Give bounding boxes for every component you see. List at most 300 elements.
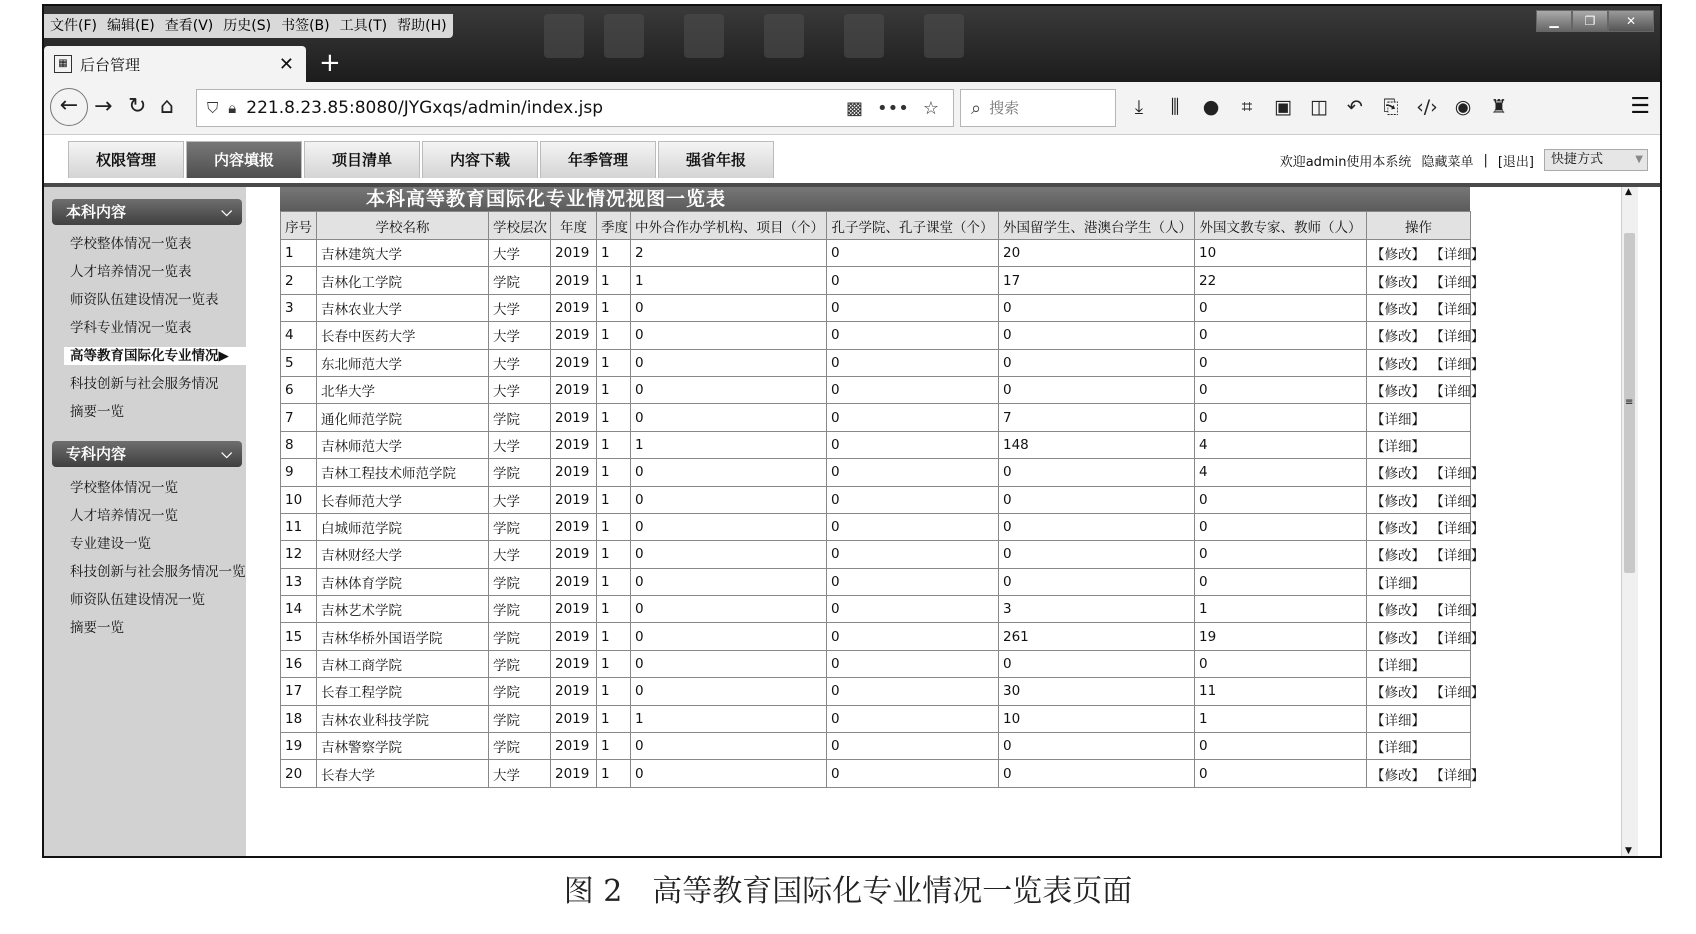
table-cell: 1 <box>597 294 631 321</box>
table-cell: 2019 <box>551 404 597 431</box>
table-cell: 2019 <box>551 294 597 321</box>
library-icon[interactable]: ⫼ <box>1170 96 1180 118</box>
table-cell: 0 <box>1195 486 1367 513</box>
crop-icon[interactable]: ⌗ <box>1241 96 1253 118</box>
url-bar[interactable] <box>196 89 954 127</box>
close-tab-icon[interactable]: ✕ <box>278 53 294 75</box>
table-cell: 2019 <box>551 459 597 486</box>
welcome-text: 欢迎admin使用本系统 <box>1279 154 1412 170</box>
table-cell: 学院 <box>489 596 551 623</box>
scrollbar[interactable] <box>1621 187 1638 856</box>
table-cell: 0 <box>827 623 999 650</box>
table-row <box>281 568 1471 595</box>
scroll-up-icon[interactable]: ▲ <box>1625 187 1632 197</box>
detail-link[interactable]: 【详细】 <box>1371 712 1425 729</box>
chevron-down-icon: ⌵ <box>221 204 232 220</box>
menu-tools[interactable]: 工具(T) <box>339 18 388 34</box>
table-cell: 2019 <box>551 650 597 677</box>
data-table <box>280 211 1485 788</box>
table-cell: 2019 <box>551 240 597 267</box>
table-cell: 2019 <box>551 705 597 732</box>
table-cell: 20 <box>281 760 317 787</box>
ops-cell <box>1367 733 1471 760</box>
col-header: 中外合作办学机构、项目（个） <box>631 212 827 240</box>
search-input[interactable] <box>987 98 1101 118</box>
table-cell: 12 <box>281 541 317 568</box>
table-cell: 1 <box>631 705 827 732</box>
table-cell: 吉林警察学院 <box>317 733 489 760</box>
sidebar-item[interactable]: 专业建设一览 <box>70 536 151 552</box>
section-title: 专科内容 <box>66 445 127 463</box>
sidebar-item[interactable]: 人才培养情况一览表 <box>70 264 192 280</box>
table-cell: 11 <box>281 513 317 540</box>
table-cell: 0 <box>631 760 827 787</box>
table-row <box>281 650 1471 677</box>
table-cell: 0 <box>827 596 999 623</box>
table-cell: 4 <box>281 322 317 349</box>
table-cell: 1 <box>597 678 631 705</box>
table-cell: 10 <box>999 705 1195 732</box>
sidebar-item[interactable]: 师资队伍建设情况一览 <box>70 592 205 608</box>
table-cell: 17 <box>281 678 317 705</box>
table-cell: 0 <box>631 596 827 623</box>
table-row <box>281 267 1471 294</box>
table-cell: 0 <box>827 267 999 294</box>
table-row <box>281 513 1471 540</box>
table-cell: 4 <box>1195 459 1367 486</box>
browser-window <box>42 4 1662 858</box>
ops-cell <box>1367 376 1485 403</box>
table-cell: 0 <box>1195 376 1367 403</box>
logout-link[interactable]: [退出] <box>1497 154 1534 170</box>
url-text[interactable]: 221.8.23.85:8080/JYGxqs/admin/index.jsp <box>246 98 603 118</box>
table-cell: 30 <box>999 678 1195 705</box>
table-cell: 0 <box>1195 650 1367 677</box>
table-cell: 大学 <box>489 760 551 787</box>
ops-cell <box>1367 568 1471 595</box>
table-cell: 1 <box>597 459 631 486</box>
edit-link[interactable]: 【修改】 <box>1371 301 1425 318</box>
addon-icon[interactable]: ♜ <box>1490 96 1508 118</box>
table-cell: 0 <box>999 650 1195 677</box>
table-cell: 吉林化工学院 <box>317 267 489 294</box>
table-row <box>281 760 1471 787</box>
table-cell: 0 <box>631 404 827 431</box>
table-row <box>281 678 1471 705</box>
ops-cell <box>1367 431 1471 458</box>
scroll-down-icon[interactable]: ▼ <box>1625 846 1632 856</box>
taskbar-blur <box>684 14 724 58</box>
table-cell: 0 <box>999 541 1195 568</box>
table-cell: 148 <box>999 431 1195 458</box>
col-header: 外国文教专家、教师（人） <box>1195 212 1367 240</box>
table-cell: 1 <box>597 650 631 677</box>
detail-link[interactable]: 【详细】 <box>1437 548 1485 565</box>
table-cell: 16 <box>281 650 317 677</box>
edit-link[interactable]: 【修改】 <box>1371 548 1425 565</box>
col-header: 序号 <box>281 212 317 240</box>
window-controls <box>1536 10 1654 32</box>
table-row <box>281 376 1471 403</box>
table-cell: 长春中医药大学 <box>317 322 489 349</box>
detail-link[interactable]: 【详细】 <box>1437 521 1485 538</box>
col-header: 孔子学院、孔子课堂（个） <box>827 212 999 240</box>
table-row <box>281 541 1471 568</box>
screenshot-icon[interactable]: ⎘ <box>1383 96 1399 118</box>
table-cell: 吉林农业科技学院 <box>317 705 489 732</box>
taskbar-blur <box>924 14 964 58</box>
menu-bookmarks[interactable]: 书签(B) <box>281 18 330 34</box>
ops-cell <box>1367 349 1485 376</box>
table-cell: 2 <box>631 240 827 267</box>
table-cell: 0 <box>631 459 827 486</box>
table-cell: 学院 <box>489 705 551 732</box>
table-cell: 0 <box>1195 322 1367 349</box>
page-icon: ▦ <box>54 55 72 73</box>
table-row <box>281 705 1471 732</box>
table-row <box>281 240 1471 267</box>
table-cell: 18 <box>281 705 317 732</box>
table-cell: 0 <box>631 376 827 403</box>
maximize-icon[interactable]: ❐ <box>1572 10 1608 32</box>
table-cell: 0 <box>1195 760 1367 787</box>
table-cell: 17 <box>999 267 1195 294</box>
chat-icon[interactable]: ● <box>1202 96 1220 118</box>
sidebar-item[interactable]: 学科专业情况一览表 <box>70 320 192 336</box>
table-row <box>281 431 1471 458</box>
table-cell: 2019 <box>551 513 597 540</box>
table-cell: 学院 <box>489 678 551 705</box>
table-cell: 2019 <box>551 568 597 595</box>
minimize-icon[interactable]: ▁ <box>1536 10 1572 32</box>
table-row <box>281 349 1471 376</box>
table-cell: 0 <box>999 376 1195 403</box>
download-icon[interactable]: ⤓ <box>1134 96 1144 118</box>
table-cell: 1 <box>597 322 631 349</box>
section-header-junior-college[interactable] <box>52 441 242 467</box>
table-cell: 1 <box>597 240 631 267</box>
ops-cell <box>1367 760 1485 787</box>
table-cell: 0 <box>631 322 827 349</box>
table-cell: 0 <box>999 513 1195 540</box>
table-cell: 0 <box>827 376 999 403</box>
detail-link[interactable]: 【详细】 <box>1437 685 1485 702</box>
table-cell: 0 <box>827 568 999 595</box>
table-cell: 北华大学 <box>317 376 489 403</box>
edit-link[interactable]: 【修改】 <box>1371 603 1425 620</box>
table-cell: 10 <box>1195 240 1367 267</box>
detail-link[interactable]: 【详细】 <box>1371 740 1425 757</box>
table-cell: 1 <box>597 431 631 458</box>
table-cell: 2019 <box>551 623 597 650</box>
sidebar-item[interactable]: 学校整体情况一览表 <box>70 236 192 252</box>
detail-link[interactable]: 【详细】 <box>1437 466 1485 483</box>
table-cell: 0 <box>827 733 999 760</box>
table-cell: 长春大学 <box>317 760 489 787</box>
table-cell: 学院 <box>489 650 551 677</box>
detail-link[interactable]: 【详细】 <box>1371 575 1425 592</box>
detail-link[interactable]: 【详细】 <box>1437 603 1485 620</box>
main-content <box>246 187 1638 856</box>
table-cell: 0 <box>631 486 827 513</box>
table-cell: 10 <box>281 486 317 513</box>
sidebar-item[interactable]: 摘要一览 <box>70 404 124 420</box>
detail-link[interactable]: 【详细】 <box>1371 411 1425 428</box>
table-cell: 吉林艺术学院 <box>317 596 489 623</box>
ops-cell <box>1367 705 1471 732</box>
dev-tools-icon[interactable]: ‹/› <box>1416 96 1438 118</box>
table-row <box>281 596 1471 623</box>
table-cell: 1 <box>281 240 317 267</box>
table-cell: 0 <box>1195 513 1367 540</box>
sidebar-item-active[interactable]: 高等教育国际化专业情况▶ <box>64 347 246 365</box>
table-cell: 1 <box>597 623 631 650</box>
detail-link[interactable]: 【详细】 <box>1437 247 1485 264</box>
reload-icon[interactable]: ↻ <box>128 94 147 119</box>
browser-tab[interactable] <box>44 46 306 82</box>
title-bar <box>44 6 1660 82</box>
table-cell: 7 <box>281 404 317 431</box>
app-header <box>44 135 1660 187</box>
detail-link[interactable]: 【详细】 <box>1437 493 1485 510</box>
table-cell: 0 <box>827 459 999 486</box>
sidebar-item[interactable]: 科技创新与社会服务情况 <box>70 376 219 392</box>
figure-caption: 图 2 高等教育国际化专业情况一览表页面 <box>563 874 1133 909</box>
table-cell: 4 <box>1195 431 1367 458</box>
detail-link[interactable]: 【详细】 <box>1437 356 1485 373</box>
table-cell: 3 <box>281 294 317 321</box>
sidebar-item[interactable]: 摘要一览 <box>70 620 124 636</box>
undo-icon[interactable]: ↶ <box>1347 96 1363 118</box>
tab-permissions[interactable]: 权限管理 <box>68 141 184 178</box>
table-cell: 2019 <box>551 486 597 513</box>
sidebar <box>44 187 246 856</box>
ops-cell <box>1367 623 1485 650</box>
tab-content-download[interactable]: 内容下载 <box>422 141 538 178</box>
tab-title: 后台管理 <box>80 55 141 74</box>
table-cell: 0 <box>631 513 827 540</box>
taskbar-blur <box>544 14 584 58</box>
new-tab-icon[interactable]: + <box>319 48 341 78</box>
table-cell: 大学 <box>489 431 551 458</box>
ops-cell <box>1367 459 1485 486</box>
edit-link[interactable]: 【修改】 <box>1371 329 1425 346</box>
table-cell: 1 <box>631 267 827 294</box>
edit-link[interactable]: 【修改】 <box>1371 493 1425 510</box>
table-cell: 0 <box>827 541 999 568</box>
table-cell: 20 <box>999 240 1195 267</box>
table-cell: 0 <box>827 322 999 349</box>
menu-file[interactable]: 文件(F) <box>50 18 97 34</box>
table-cell: 9 <box>281 459 317 486</box>
table-cell: 261 <box>999 623 1195 650</box>
table-cell: 0 <box>999 760 1195 787</box>
table-cell: 0 <box>631 733 827 760</box>
detail-link[interactable]: 【详细】 <box>1437 630 1485 647</box>
search-icon: ⌕ <box>971 97 982 119</box>
table-cell: 1 <box>597 760 631 787</box>
detail-link[interactable]: 【详细】 <box>1437 274 1485 291</box>
table-cell: 大学 <box>489 486 551 513</box>
extension-icon[interactable]: ▣ <box>1274 96 1292 118</box>
table-cell: 0 <box>999 349 1195 376</box>
table-cell: 吉林工程技术师范学院 <box>317 459 489 486</box>
table-cell: 1 <box>597 376 631 403</box>
detail-link[interactable]: 【详细】 <box>1437 384 1485 401</box>
ops-cell <box>1367 486 1485 513</box>
sidebar-item[interactable]: 科技创新与社会服务情况一览 <box>70 564 246 580</box>
edit-link[interactable]: 【修改】 <box>1371 466 1425 483</box>
edit-link[interactable]: 【修改】 <box>1371 767 1425 784</box>
menu-view[interactable]: 查看(V) <box>164 18 214 34</box>
quick-access-select[interactable]: 快捷方式 ▼ <box>1544 149 1648 171</box>
table-body <box>281 240 1485 788</box>
ops-cell <box>1367 322 1485 349</box>
ops-cell <box>1367 240 1485 267</box>
qr-code-icon[interactable]: ▩ <box>845 97 863 119</box>
detail-link[interactable]: 【详细】 <box>1371 438 1425 455</box>
ops-cell <box>1367 513 1485 540</box>
menu-bar <box>44 14 453 38</box>
col-header: 操作 <box>1367 212 1471 240</box>
table-cell: 长春师范大学 <box>317 486 489 513</box>
close-window-icon[interactable]: ✕ <box>1608 10 1654 32</box>
table-cell: 0 <box>1195 349 1367 376</box>
search-box[interactable] <box>960 89 1116 127</box>
col-header: 季度 <box>597 212 631 240</box>
hamburger-menu-icon[interactable]: ☰ <box>1630 94 1650 119</box>
sidebar-item[interactable]: 人才培养情况一览 <box>70 508 178 524</box>
tab-content-fill[interactable]: 内容填报 <box>186 141 302 178</box>
table-cell: 2019 <box>551 322 597 349</box>
detail-link[interactable]: 【详细】 <box>1437 767 1485 784</box>
app-tabs <box>68 141 776 178</box>
edit-link[interactable]: 【修改】 <box>1371 630 1425 647</box>
table-cell: 学院 <box>489 513 551 540</box>
account-icon[interactable]: ◉ <box>1454 96 1472 118</box>
table-cell: 2019 <box>551 431 597 458</box>
table-cell: 0 <box>827 486 999 513</box>
user-bar <box>1280 149 1648 171</box>
table-cell: 19 <box>1195 623 1367 650</box>
table-cell: 0 <box>631 678 827 705</box>
col-header: 年度 <box>551 212 597 240</box>
table-cell: 0 <box>631 650 827 677</box>
table-cell: 0 <box>827 650 999 677</box>
section-header-undergraduate[interactable] <box>52 199 242 225</box>
bookmark-star-icon[interactable]: ☆ <box>922 97 939 119</box>
table-cell: 1 <box>597 568 631 595</box>
table-cell: 吉林建筑大学 <box>317 240 489 267</box>
table-cell: 0 <box>999 322 1195 349</box>
edit-link[interactable]: 【修改】 <box>1371 521 1425 538</box>
table-cell: 1 <box>597 404 631 431</box>
tab-year-season[interactable]: 年季管理 <box>540 141 656 178</box>
table-cell: 学院 <box>489 404 551 431</box>
ops-cell <box>1367 294 1485 321</box>
table-cell: 学院 <box>489 733 551 760</box>
menu-edit[interactable]: 编辑(E) <box>106 18 155 34</box>
separator: | <box>1483 152 1488 168</box>
table-cell: 学院 <box>489 267 551 294</box>
table-title: 本科高等教育国际化专业情况视图一览表 <box>280 187 1470 211</box>
table-cell: 1 <box>631 431 827 458</box>
detail-link[interactable]: 【详细】 <box>1371 658 1425 675</box>
table-cell: 大学 <box>489 349 551 376</box>
table-cell: 13 <box>281 568 317 595</box>
detail-link[interactable]: 【详细】 <box>1437 301 1485 318</box>
hide-menu-link[interactable]: 隐藏菜单 <box>1421 154 1474 170</box>
sidebar-item[interactable]: 师资队伍建设情况一览表 <box>70 292 219 308</box>
edit-link[interactable]: 【修改】 <box>1371 685 1425 702</box>
taskbar-blur <box>764 14 804 58</box>
table-row <box>281 404 1471 431</box>
table-cell: 1 <box>597 705 631 732</box>
table-cell: 0 <box>1195 541 1367 568</box>
table-cell: 2019 <box>551 376 597 403</box>
table-row <box>281 733 1471 760</box>
insecure-lock-icon[interactable]: 🔒︎ <box>228 99 237 117</box>
back-icon[interactable]: ← <box>50 88 88 126</box>
tab-project-list[interactable]: 项目清单 <box>304 141 420 178</box>
table-row <box>281 294 1471 321</box>
detail-link[interactable]: 【详细】 <box>1437 329 1485 346</box>
col-header: 外国留学生、港澳台学生（人） <box>999 212 1195 240</box>
table-cell: 0 <box>631 349 827 376</box>
table-cell: 大学 <box>489 541 551 568</box>
ops-cell <box>1367 541 1485 568</box>
sidebar-item[interactable]: 学校整体情况一览 <box>70 480 178 496</box>
menu-help[interactable]: 帮助(H) <box>397 18 447 34</box>
table-cell: 白城师范学院 <box>317 513 489 540</box>
table-cell: 5 <box>281 349 317 376</box>
table-cell: 大学 <box>489 294 551 321</box>
table-cell: 22 <box>1195 267 1367 294</box>
table-cell: 1 <box>597 267 631 294</box>
table-cell: 学院 <box>489 623 551 650</box>
table-cell: 大学 <box>489 240 551 267</box>
table-cell: 大学 <box>489 376 551 403</box>
shield-icon[interactable]: ⛉ <box>207 99 219 117</box>
edit-link[interactable]: 【修改】 <box>1371 356 1425 373</box>
table-cell: 0 <box>631 623 827 650</box>
table-cell: 吉林体育学院 <box>317 568 489 595</box>
table-cell: 吉林财经大学 <box>317 541 489 568</box>
table-cell: 2019 <box>551 349 597 376</box>
table-cell: 0 <box>827 294 999 321</box>
more-actions-icon[interactable]: ••• <box>877 97 909 119</box>
sidebar-icon[interactable]: ◫ <box>1310 96 1328 118</box>
col-header: 学校层次 <box>489 212 551 240</box>
tab-annual-report[interactable]: 强省年报 <box>658 141 774 178</box>
table-cell: 1 <box>597 733 631 760</box>
edit-link[interactable]: 【修改】 <box>1371 247 1425 264</box>
scroll-grip-icon: ≡ <box>1625 397 1634 408</box>
table-cell: 0 <box>631 568 827 595</box>
table-cell: 0 <box>827 404 999 431</box>
table-row <box>281 486 1471 513</box>
home-icon[interactable]: ⌂ <box>160 94 174 119</box>
forward-icon[interactable]: → <box>94 94 113 119</box>
edit-link[interactable]: 【修改】 <box>1371 274 1425 291</box>
table-cell: 0 <box>999 459 1195 486</box>
table-cell: 吉林农业大学 <box>317 294 489 321</box>
menu-history[interactable]: 历史(S) <box>223 18 272 34</box>
table-cell: 通化师范学院 <box>317 404 489 431</box>
taskbar-blur <box>604 14 644 58</box>
table-panel <box>280 187 1485 788</box>
edit-link[interactable]: 【修改】 <box>1371 384 1425 401</box>
